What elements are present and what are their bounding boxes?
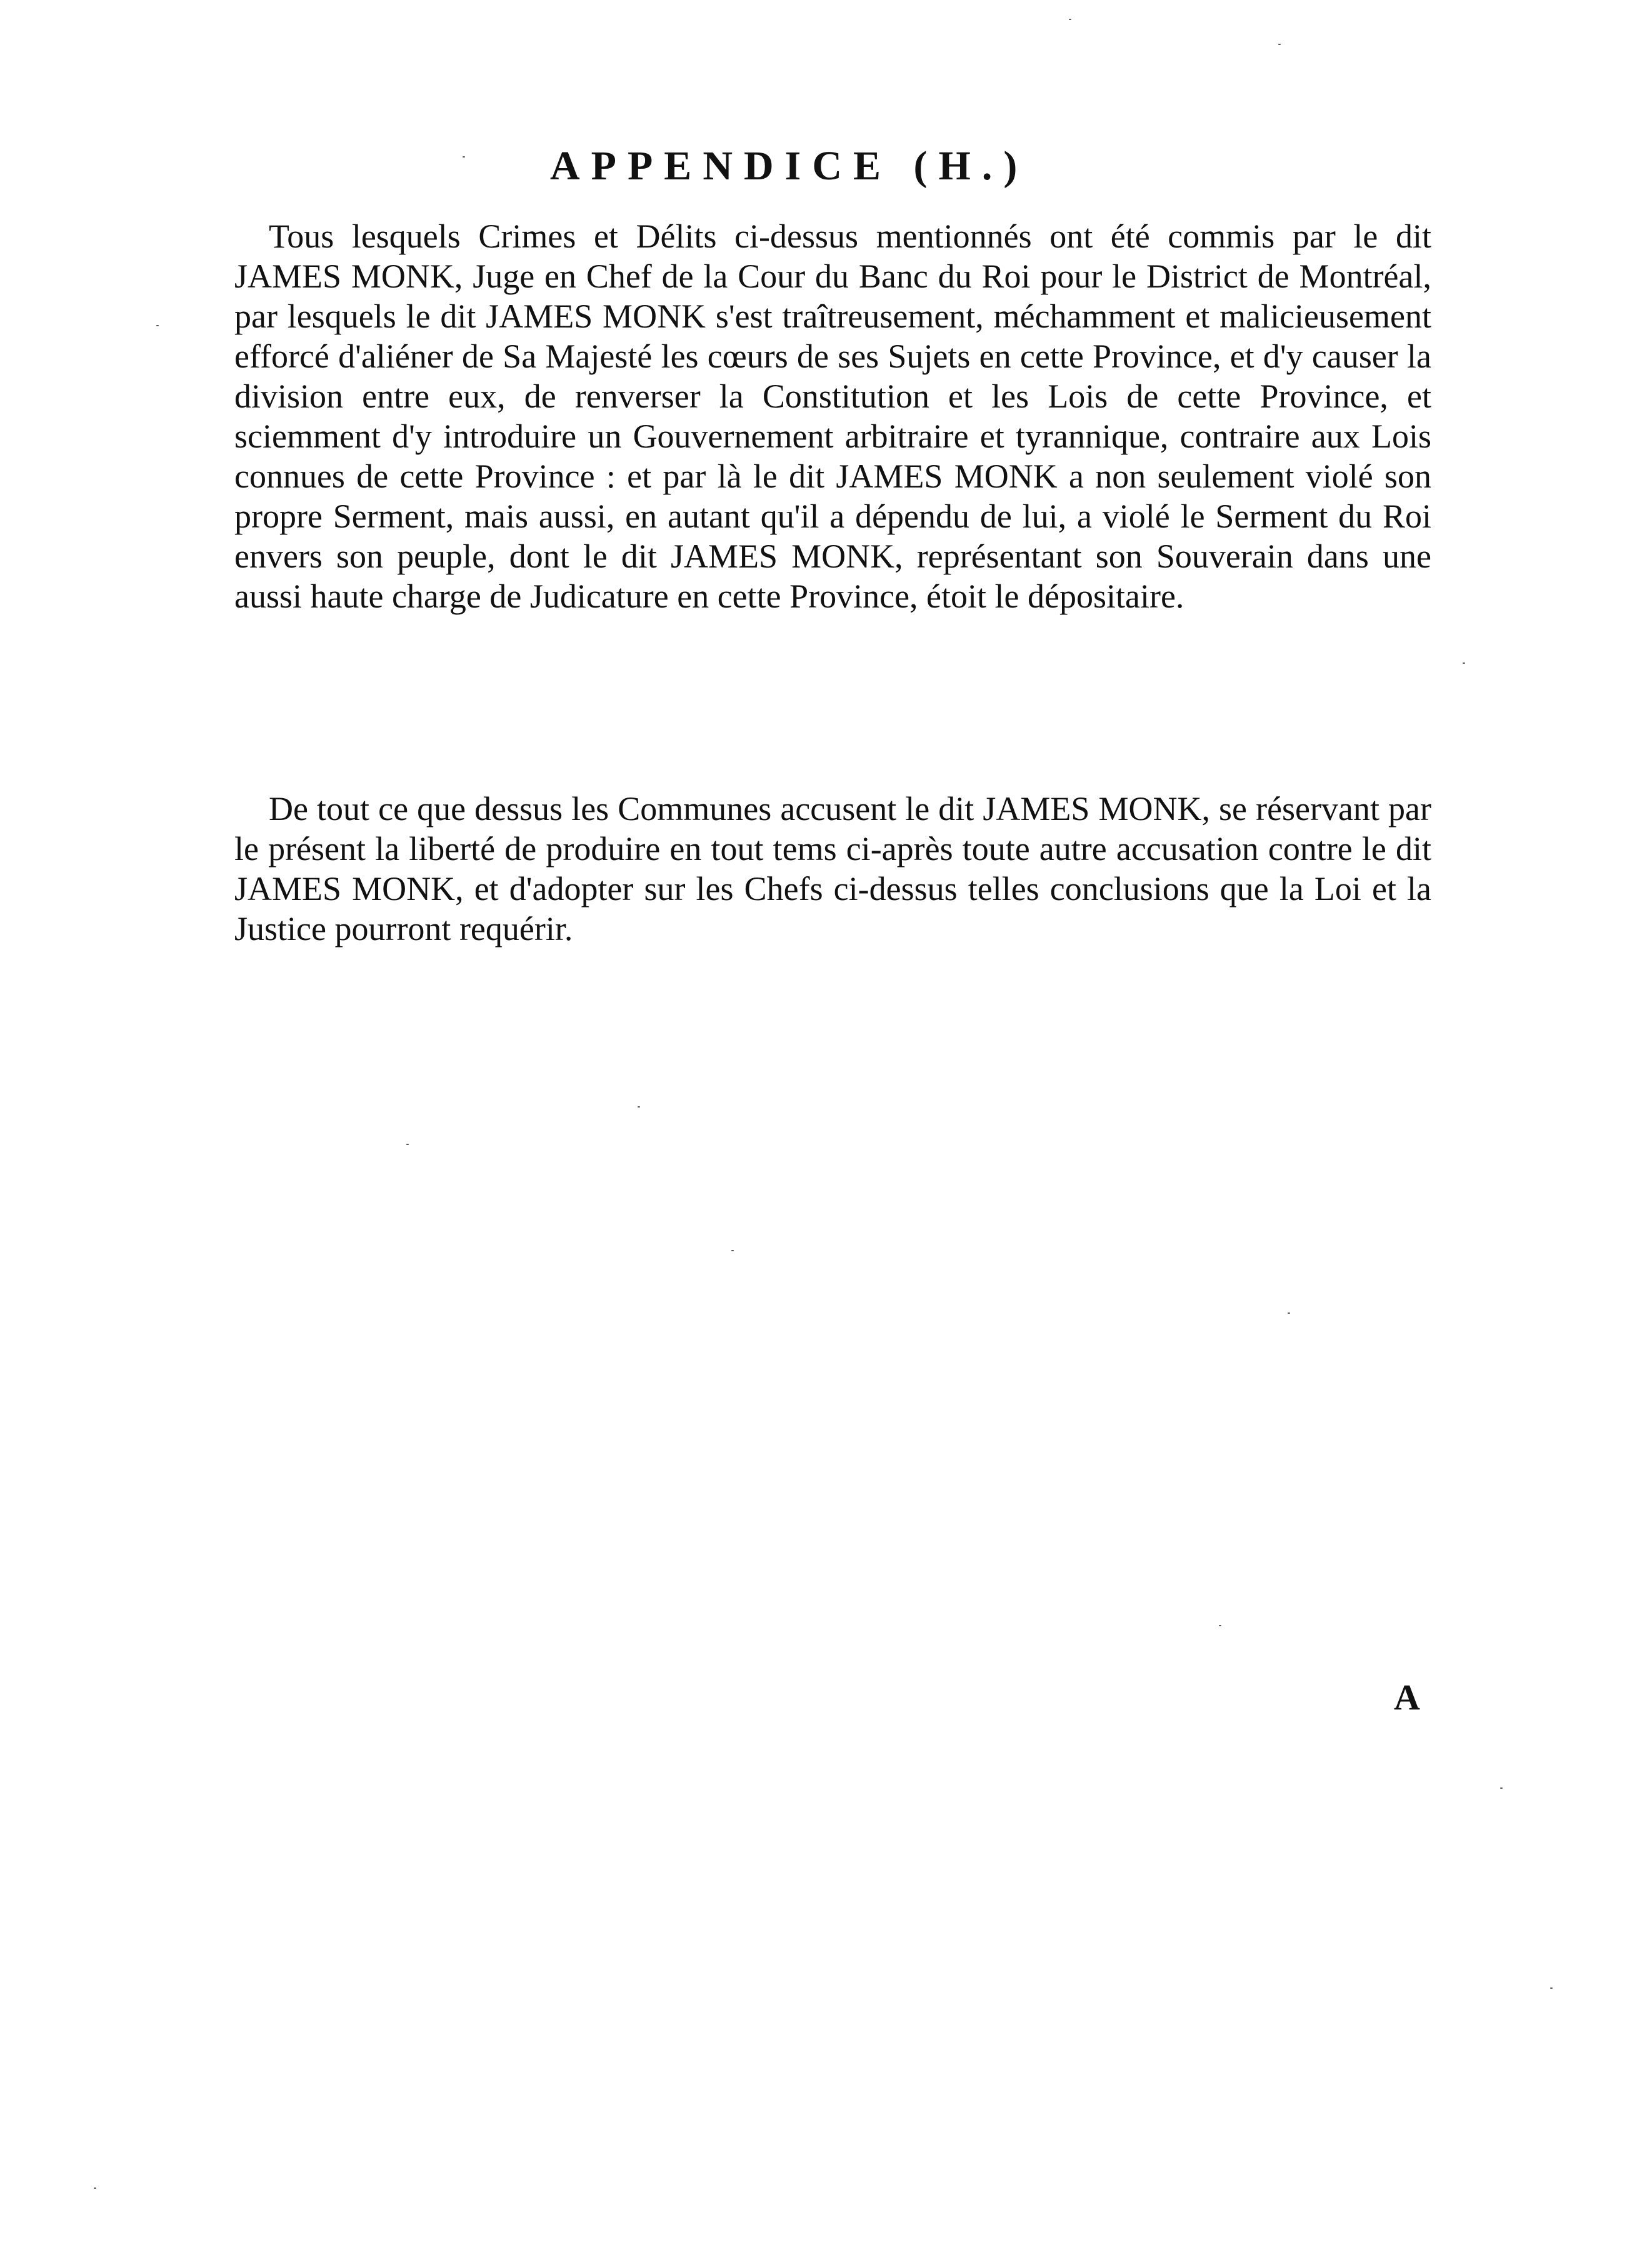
page-heading: APPENDICE (H.): [550, 143, 1029, 189]
scan-speck: [1463, 662, 1465, 664]
paragraph-charges: Tous lesquels Crimes et Délits ci-dessus mentionnés ont été commis par le dit JAMES MONK, Juge en Chef de la Cour du Banc du Roi pour le District de Montréal, par lesquels le dit JAMES MONK s'est traîtreusement, méchamment et malicieusement efforcé d'aliéner de Sa Majesté les cœurs de ses Sujets en cette Province, et d'y causer la division entre eux, de renverser la Constitution et les Lois de cette Province, et sciemment d'y introduire un Gouvernement arbitraire et tyrannique, contraire aux Lois connues de cette Province : et par là le dit JAMES MONK a non seulement violé son propre Serment, mais aussi, en autant qu'il a dépendu de lui, a violé le Serment du Roi envers son peuple, dont le dit JAMES MONK, représentant son Souverain dans une aussi haute charge de Judicature en cette Province, étoit le dépositaire.: [234, 218, 1431, 615]
scan-speck: [1288, 1312, 1290, 1314]
signature-mark: A: [1394, 1677, 1420, 1718]
scan-speck: [731, 1250, 734, 1251]
scan-speck: [638, 1106, 640, 1108]
scan-speck: [156, 325, 159, 326]
scan-speck: [94, 2188, 96, 2189]
scan-speck: [406, 1144, 409, 1145]
scan-speck: [1550, 1988, 1553, 1989]
scan-speck: [1278, 44, 1281, 45]
scan-speck: [1069, 19, 1071, 20]
scan-speck: [1219, 1625, 1221, 1626]
scan-speck: [1500, 1788, 1503, 1789]
paragraph-conclusion: De tout ce que dessus les Communes accusent le dit JAMES MONK, se réservant par le présent la liberté de produire en tout tems ci-après toute autre accusation contre le dit JAMES MONK, et d'adopter sur les Chefs ci-dessus telles conclusions que la Loi et la Justice pourront requérir.: [234, 790, 1431, 948]
scan-speck: [463, 156, 465, 158]
